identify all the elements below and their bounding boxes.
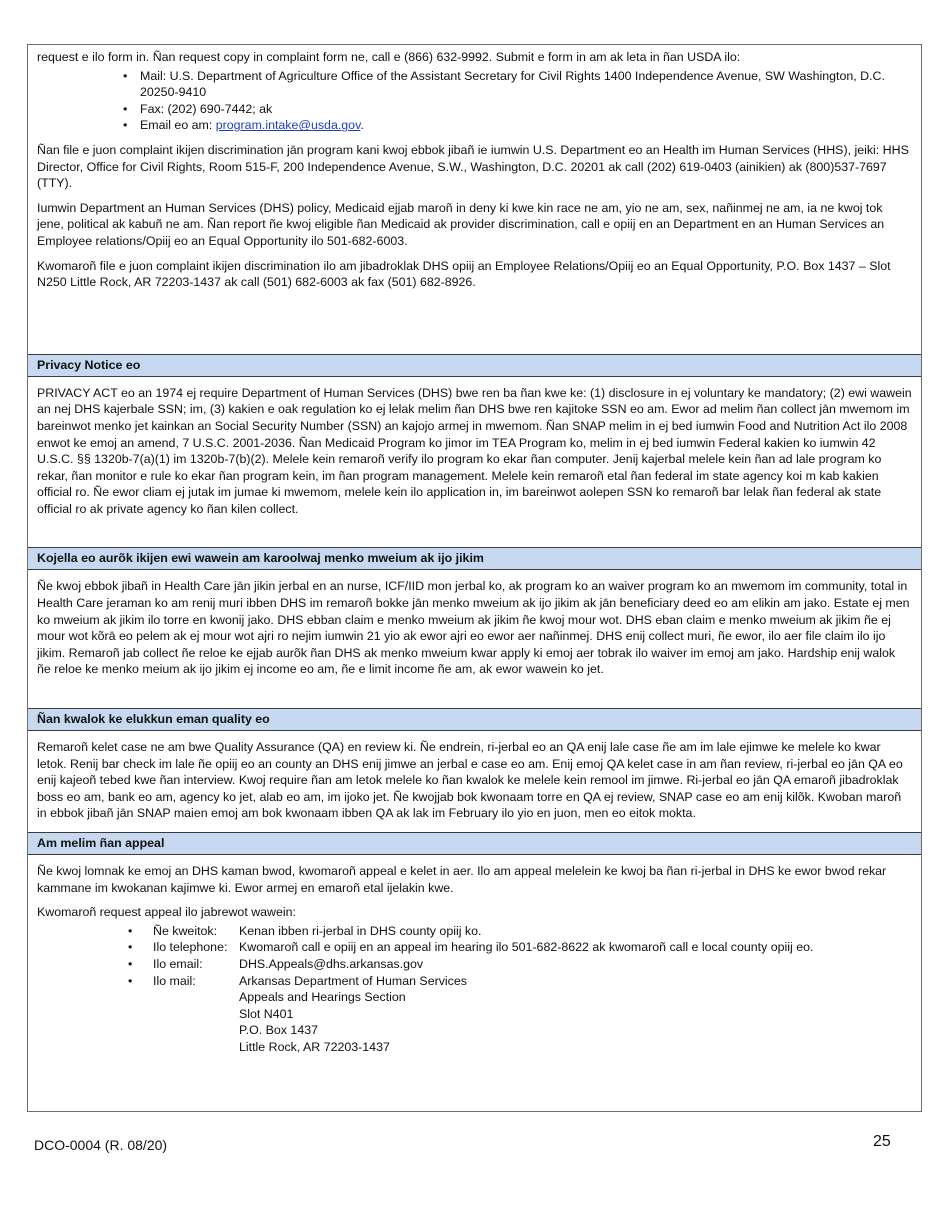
address-line: Slot N401 (239, 1006, 294, 1021)
appeal-body: Ñe kwoj lomnak ke emoj an DHS kaman bwod, kwomaroñ appeal e kelet in aer. Ilo am appeal melelein ke kwoj ba ñan ri-jerbal in DHS ke ewor bwod rekar kammane im kwokanan kajimwe ki. Ewor armej en emaroñ etal ijelakin kwe. (37, 864, 887, 895)
list-item (128, 956, 912, 973)
method-label: Ilo mail: (153, 973, 196, 988)
estate-recovery-body: Ñe kwoj ebbok jibañ in Health Care jān jikin jerbal en an nurse, ICF/IID mon jerbal ko, ak program ko an waiver program ko an mwemom im community, total in Health Care jeraman ko am renij muri ibben DHS im remaroñ bokke jān menko mweium ak ijo jikim ak jān beneficiary deed eo am elikin am jako. Estate ej men ko mweium ak jikim ilo torre en kwonij jako. DHS ebban claim e menko mweium ak jikim ñe kwoj mour wot. DHS eban claim e menko mweium ak jikim ñe ej mour wot kõrā eo pelem ak ej mour wot ajri ro nejim iumwin 21 yio ak ewor ajri eo ewor aer nañinmej. DHS enij collect muri, ñe ewor, ilo aer file claim ilo ijo jikim. Remaroñ jab collect ñe reloe ke ejjab aurõk ñan DHS ak menko mweium kwar apply ki emoj aer tobrak ilo waiver im emoj am jako. Hardship enij walok ñe reloe ke menko meium ak ijo jikim ej income eo am, ñe e limit income ñe am, ak ewor wawein ko jet. (37, 579, 910, 677)
method-value: Kenan ibben ri-jerbal in DHS county opiij ko. (239, 923, 482, 938)
nondiscrimination-section (28, 45, 921, 291)
method-value: Kwomaroñ call e opiij en an appeal im hearing ilo 501-682-8622 ak kwomaroñ call e local county opiij eo. (239, 940, 814, 955)
privacy-body: PRIVACY ACT eo an 1974 ej require Department of Human Services (DHS) bwe ren ba ñan kwe ke: (1) disclosure in ej voluntary ke mandatory; (2) ewi wawein an nej DHS kajerbale SSN; im, (3) kakien e oak regulation ko ej lelak melim ñan DHS bwe ren kajitoke SSN eo am. Ewor ad melim ñan collect jān mwemom im bareinwot menko jet kainkan an Social Security Number (SSN) an kajojo armej in mwemom. Ñan SNAP melim in ej bed iumwin Food and Nutrition Act ilo 2008 enwot ke emoj an amend, 7 U.S.C. 2001-2036. Ñan Medicaid Program ko jimor im TEA Program ko, melim in ej bed iumwin Federal kakien ko iumwin 42 U.S.C. §§ 1320b-7(a)(1) im 1320b-7(b)(2). Melele kein remaroñ verify ilo program ko ekar ñan computer. Jenij kajerbal melele kein ñan ad lale program ko rekar, ñan monitor e rule ko ekar ñan program kein, im ñan program management. Melele kein remaroñ etal ñan federal im state agency koi m kab kakien official ro. Ñe ewor cliam ej jutak im jumae ki mwemom, melele kein ilo application in, im bareinwot aolepen SSN ko remaroñ bar lelak ñan federal ak state official ro ak private agency ko ñan kilen collect. (37, 385, 912, 516)
list-item: • Fax: (202) 690-7442; ak (140, 101, 912, 118)
usda-contact-list (37, 68, 912, 134)
method-label: Ilo email: (153, 956, 203, 971)
list-item (128, 939, 912, 956)
appeal-methods-list (37, 923, 912, 1056)
quality-assurance-section (28, 731, 921, 822)
list-item (140, 117, 912, 134)
quality-assurance-body: Remaroñ kelet case ne am bwe Quality Assurance (QA) en review ki. Ñe endrein, ri-jerbal eo an QA enij lale case ñe am im lale ejimwe ke melele ko kwar letok. Renij bar check im lale ñe opiij eo an county an DHS enij jimwe an jerbal e case eo am. Enij emoj QA kelet case in am ñan review, ri-jerbal eo jān QA eo enij kajeoñ tebed kwe ñan interview. Kwoj require ñan am letok melele ko ñan kwalok ke melele kein remool im jimwe. Ri-jerbal eo jān QA emaroñ jibadroklak boss eo am, bank eo am, agency ko jet, alab eo am, im ijoko jet. Ñe kwojjab bok kwonaam torre en QA ej review, SNAP case eo am enij kilõk. Kwoban maroñ in ebbok jibañ jān SNAP maien emoj am bok kwonaam ibben QA ak lak im February ilo yio en juon, men eo eitok mokta. (37, 740, 903, 821)
document-frame (27, 44, 922, 1112)
email-period: . (360, 118, 364, 133)
bullet: • (128, 940, 133, 955)
bullet: • (128, 956, 133, 971)
hhs-complaint-paragraph: Ñan file e juon complaint ikijen discrimination jān program kani kwoj ebbok jibañ ie iumwin U.S. Department eo an Health im Human Services (HHS), jeiki: HHS Director, Office for Civil Rights, Room 515-F, 200 Independence Avenue, S.W., Washington, D.C. 20201 ak call (202) 619-0403 (ainikien) ak (800)537-7697 (TTY). (37, 142, 909, 191)
mailing-address (239, 973, 912, 1056)
page-number: 25 (873, 1133, 891, 1150)
privacy-section (28, 377, 921, 518)
quality-assurance-heading: Ñan kwalok ke elukkun eman quality eo (28, 708, 921, 731)
dhs-complaint-paragraph: Kwomaroñ file e juon complaint ikijen discrimination ilo am jibadroklak DHS opiij an Employee Relations/Opiij eo an Equal Opportunity, P.O. Box 1437 – Slot N250 Little Rock, AR 72203-1437 ak call (501) 682-6003 ak fax (501) 682-8926. (37, 258, 891, 290)
list-item: • Mail: U.S. Department of Agriculture Office of the Assistant Secretary for Civil Rights 1400 Independence Avenue, SW Washington, D.C. 20250-9410 (140, 68, 912, 101)
appeals-email: DHS.Appeals@dhs.arkansas.gov (239, 956, 424, 971)
appeal-request-intro: Kwomaroñ request appeal ilo jabrewot wawein: (37, 905, 296, 920)
estate-recovery-heading: Kojella eo aurõk ikijen ewi wawein am karoolwaj menko mweium ak ijo jikim (28, 547, 921, 570)
address-line: Appeals and Hearings Section (239, 990, 406, 1005)
email-label: Email eo am: (140, 118, 216, 133)
address-line: P.O. Box 1437 (239, 1023, 318, 1038)
list-item (128, 973, 912, 1056)
method-label: Ñe kweitok: (153, 923, 218, 938)
address-line: Arkansas Department of Human Services (239, 973, 467, 988)
bullet: • (128, 973, 133, 988)
dhs-policy-paragraph: Iumwin Department an Human Services (DHS) policy, Medicaid ejjab maroñ in deny ki kwe kin race ne am, yio ne am, sex, nañinmej ne am, ia ne kwoj tok jene, political ak kabuñ ne am. Ñan report ñe kwoj eligible ñan Medicaid ak provider discrimination, call e opiij en an Department en an Human Services an Employee relations/Opiij eo an Equal Opportunity ilo 501-682-6003. (37, 200, 885, 248)
form-code: DCO-0004 (R. 08/20) (34, 1137, 168, 1153)
privacy-heading: Privacy Notice eo (28, 354, 921, 377)
list-item (128, 923, 912, 940)
appeal-section (28, 855, 921, 1056)
usda-email-link[interactable]: program.intake@usda.gov (215, 118, 361, 133)
appeal-heading: Am melim ñan appeal (28, 832, 921, 855)
complaint-intro: request e ilo form in. Ñan request copy in complaint form ne, call e (866) 632-9992. Submit e form in am ak leta in ñan USDA ilo: (37, 50, 741, 64)
estate-recovery-section (28, 570, 921, 678)
address-line: Little Rock, AR 72203-1437 (239, 1039, 390, 1054)
method-label: Ilo telephone: (153, 940, 228, 955)
bullet: • (128, 923, 133, 938)
